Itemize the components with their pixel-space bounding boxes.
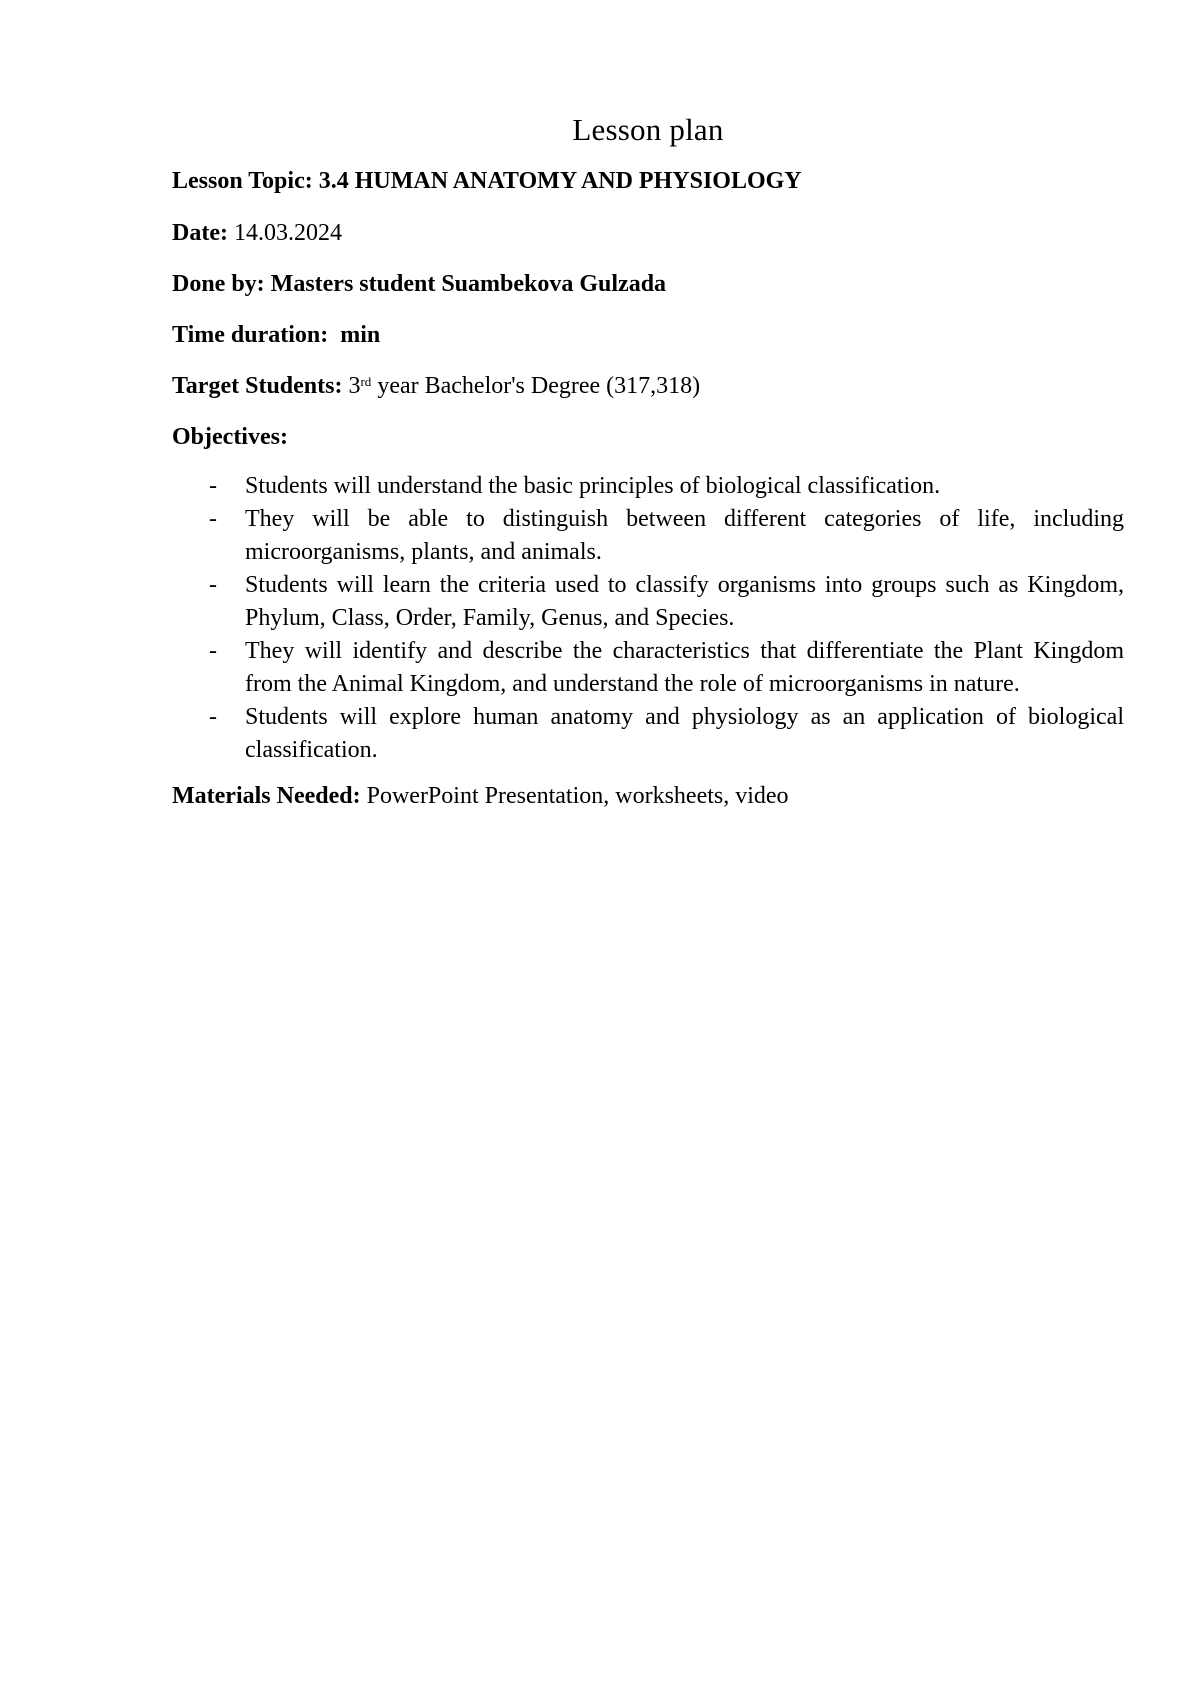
lesson-topic-label: Lesson Topic: xyxy=(172,168,319,194)
lesson-date xyxy=(172,218,1124,248)
materials-value: PowerPoint Presentation, worksheets, video xyxy=(360,783,789,809)
target-students-value-prefix: 3 xyxy=(342,373,361,399)
objective-text: They will be able to distinguish between different categories of life, including microorganisms, plants, and animals. xyxy=(245,506,1124,565)
lesson-date-label: Date: xyxy=(172,220,228,246)
list-item xyxy=(172,569,1124,635)
target-students-label: Target Students: xyxy=(172,373,343,399)
materials-label: Materials Needed: xyxy=(172,783,361,809)
lesson-topic-value: 3.4 HUMAN ANATOMY AND PHYSIOLOGY xyxy=(318,168,802,194)
bullet-dash-icon: - xyxy=(209,572,217,598)
objectives-list xyxy=(172,470,1124,767)
lesson-date-value: 14.03.2024 xyxy=(227,220,342,246)
list-item xyxy=(172,470,1124,503)
target-students xyxy=(172,371,1124,401)
objective-text: Students will explore human anatomy and physiology as an application of biological classification. xyxy=(245,704,1124,763)
time-duration-value: min xyxy=(328,322,381,348)
time-duration xyxy=(172,320,1124,350)
target-students-superscript: rd xyxy=(360,374,372,389)
objective-text: Students will learn the criteria used to classify organisms into groups such as Kingdom, Phylum, Class, Order, Family, Genus, and Species. xyxy=(245,572,1124,631)
list-item xyxy=(172,635,1124,701)
target-students-value-suffix: year Bachelor's Degree (317,318) xyxy=(371,373,701,399)
lesson-topic xyxy=(172,166,1124,196)
done-by xyxy=(172,269,1124,299)
objectives-heading xyxy=(172,422,1124,452)
list-item xyxy=(172,701,1124,767)
bullet-dash-icon: - xyxy=(209,638,217,664)
objective-text: They will identify and describe the characteristics that differentiate the Plant Kingdom from the Animal Kingdom, and understand the role of microorganisms in nature. xyxy=(245,638,1124,697)
bullet-dash-icon: - xyxy=(209,704,217,730)
bullet-dash-icon: - xyxy=(209,473,217,499)
time-duration-label: Time duration: xyxy=(172,322,329,348)
page-title: Lesson plan xyxy=(572,112,724,147)
list-item xyxy=(172,503,1124,569)
objectives-label: Objectives: xyxy=(172,424,288,450)
document-content xyxy=(172,110,1124,832)
bullet-dash-icon: - xyxy=(209,506,217,532)
objective-text: Students will understand the basic principles of biological classification. xyxy=(245,473,941,499)
done-by-value: Masters student Suambekova Gulzada xyxy=(270,271,667,297)
materials-needed xyxy=(172,781,1124,811)
done-by-label: Done by: xyxy=(172,271,271,297)
